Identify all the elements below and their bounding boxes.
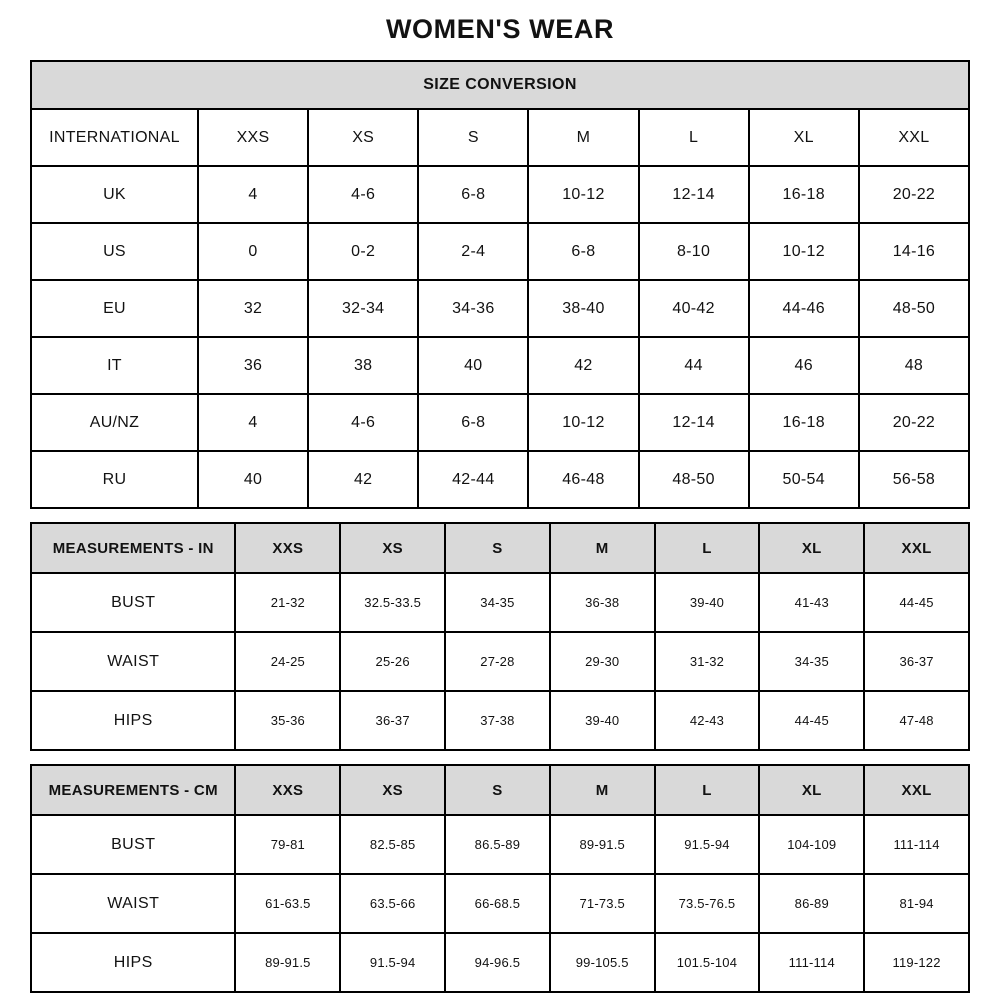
table-row [31,223,969,280]
value-cell: 32.5-33.5 [340,573,445,632]
value-cell: 38-40 [528,280,638,337]
size-column-header: L [655,523,760,573]
value-cell: 10-12 [528,394,638,451]
size-column-header: XL [759,523,864,573]
value-cell: 44-45 [864,573,969,632]
value-cell: 46-48 [528,451,638,508]
value-cell: M [528,109,638,166]
value-cell: 91.5-94 [340,933,445,992]
table-row [31,337,969,394]
size-column-header: XS [340,523,445,573]
value-cell: L [639,109,749,166]
value-cell: 48-50 [859,280,969,337]
row-label: INTERNATIONAL [31,109,198,166]
value-cell: 81-94 [864,874,969,933]
measurements-cm-header-row [31,765,969,815]
value-cell: 48 [859,337,969,394]
value-cell: 111-114 [864,815,969,874]
value-cell: S [418,109,528,166]
value-cell: 6-8 [528,223,638,280]
measurements-cm-table [30,764,970,993]
value-cell: 86.5-89 [445,815,550,874]
table-row [31,166,969,223]
size-conversion-banner: SIZE CONVERSION [31,61,969,109]
measurements-in-header-row [31,523,969,573]
row-label: AU/NZ [31,394,198,451]
table-row [31,691,969,750]
size-column-header: XL [759,765,864,815]
value-cell: 39-40 [550,691,655,750]
value-cell: 48-50 [639,451,749,508]
row-label: HIPS [31,691,235,750]
value-cell: 94-96.5 [445,933,550,992]
value-cell: 104-109 [759,815,864,874]
value-cell: 44 [639,337,749,394]
row-label: IT [31,337,198,394]
value-cell: 29-30 [550,632,655,691]
value-cell: 119-122 [864,933,969,992]
row-label: HIPS [31,933,235,992]
value-cell: 10-12 [528,166,638,223]
value-cell: 16-18 [749,394,859,451]
value-cell: 34-35 [759,632,864,691]
table-row [31,394,969,451]
value-cell: 40 [198,451,308,508]
value-cell: 4 [198,394,308,451]
size-column-header: XXL [864,765,969,815]
value-cell: 35-36 [235,691,340,750]
size-column-header: XXS [235,765,340,815]
value-cell: 73.5-76.5 [655,874,760,933]
value-cell: 71-73.5 [550,874,655,933]
size-column-header: M [550,765,655,815]
value-cell: 111-114 [759,933,864,992]
value-cell: 0 [198,223,308,280]
row-label: UK [31,166,198,223]
value-cell: 16-18 [749,166,859,223]
value-cell: 0-2 [308,223,418,280]
value-cell: 42 [308,451,418,508]
size-column-header: XXL [864,523,969,573]
value-cell: 50-54 [749,451,859,508]
value-cell: 4 [198,166,308,223]
value-cell: 89-91.5 [235,933,340,992]
value-cell: 91.5-94 [655,815,760,874]
value-cell: 42-43 [655,691,760,750]
value-cell: 36-38 [550,573,655,632]
value-cell: 6-8 [418,394,528,451]
value-cell: 101.5-104 [655,933,760,992]
value-cell: 37-38 [445,691,550,750]
size-column-header: S [445,765,550,815]
value-cell: 40 [418,337,528,394]
row-label: US [31,223,198,280]
value-cell: XXS [198,109,308,166]
size-column-header: M [550,523,655,573]
value-cell: 36 [198,337,308,394]
value-cell: 61-63.5 [235,874,340,933]
value-cell: 8-10 [639,223,749,280]
value-cell: 47-48 [864,691,969,750]
value-cell: 34-36 [418,280,528,337]
row-label: WAIST [31,874,235,933]
value-cell: 12-14 [639,166,749,223]
table-row [31,632,969,691]
value-cell: 66-68.5 [445,874,550,933]
value-cell: 6-8 [418,166,528,223]
measurements-in-table [30,522,970,751]
table-row [31,280,969,337]
measurements-in-header-label: MEASUREMENTS - IN [31,523,235,573]
row-label: EU [31,280,198,337]
value-cell: 27-28 [445,632,550,691]
size-column-header: XXS [235,523,340,573]
value-cell: 44-45 [759,691,864,750]
value-cell: 10-12 [749,223,859,280]
measurements-cm-header-label: MEASUREMENTS - CM [31,765,235,815]
table-row [31,815,969,874]
row-label: BUST [31,815,235,874]
table-row [31,451,969,508]
table-row [31,933,969,992]
value-cell: 44-46 [749,280,859,337]
value-cell: 36-37 [864,632,969,691]
row-label: RU [31,451,198,508]
value-cell: 42-44 [418,451,528,508]
value-cell: 89-91.5 [550,815,655,874]
value-cell: 42 [528,337,638,394]
value-cell: 63.5-66 [340,874,445,933]
table-row [31,874,969,933]
value-cell: XXL [859,109,969,166]
table-row [31,109,969,166]
value-cell: 34-35 [445,573,550,632]
page-title: WOMEN'S WEAR [385,14,615,44]
value-cell: 20-22 [859,394,969,451]
value-cell: 40-42 [639,280,749,337]
size-column-header: XS [340,765,445,815]
value-cell: 56-58 [859,451,969,508]
value-cell: 39-40 [655,573,760,632]
value-cell: 32-34 [308,280,418,337]
value-cell: 82.5-85 [340,815,445,874]
value-cell: XL [749,109,859,166]
value-cell: 32 [198,280,308,337]
value-cell: 24-25 [235,632,340,691]
value-cell: 46 [749,337,859,394]
value-cell: 20-22 [859,166,969,223]
value-cell: 38 [308,337,418,394]
value-cell: 21-32 [235,573,340,632]
value-cell: 86-89 [759,874,864,933]
value-cell: 25-26 [340,632,445,691]
value-cell: 36-37 [340,691,445,750]
value-cell: 41-43 [759,573,864,632]
row-label: WAIST [31,632,235,691]
value-cell: XS [308,109,418,166]
value-cell: 99-105.5 [550,933,655,992]
value-cell: 2-4 [418,223,528,280]
table-row [31,573,969,632]
value-cell: 4-6 [308,166,418,223]
size-column-header: S [445,523,550,573]
size-conversion-table [30,60,970,509]
value-cell: 14-16 [859,223,969,280]
value-cell: 12-14 [639,394,749,451]
size-conversion-banner-row [31,61,969,109]
row-label: BUST [31,573,235,632]
value-cell: 31-32 [655,632,760,691]
size-column-header: L [655,765,760,815]
value-cell: 4-6 [308,394,418,451]
value-cell: 79-81 [235,815,340,874]
